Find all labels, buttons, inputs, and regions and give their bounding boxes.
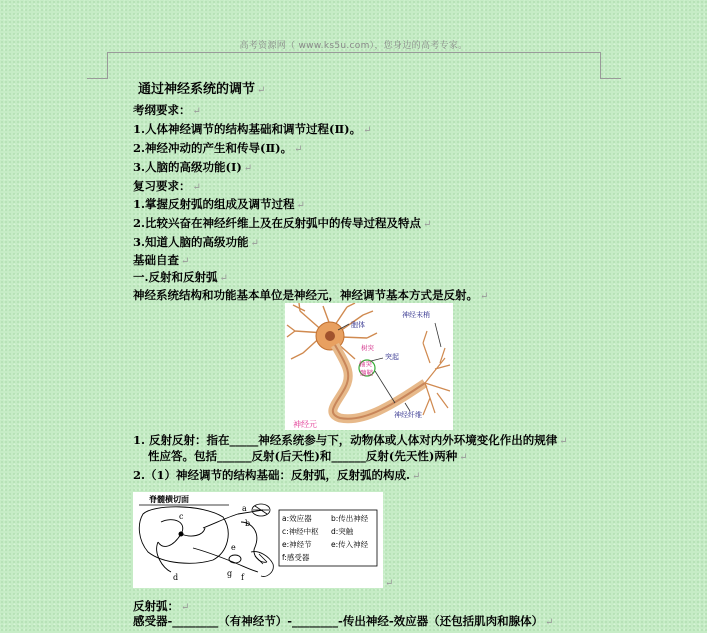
reflex-arc-chain: 感受器-________（有神经节）-________-传出神经-效应器（还包括肌肉和腺体） ↵ xyxy=(133,614,554,628)
neuron-caption: 神经元 xyxy=(293,420,317,429)
review-item-3: 3.知道人脑的高级功能 ↵ xyxy=(133,235,259,249)
label-protrusion: 突起 xyxy=(385,353,399,361)
basics-heading: 基础自查 ↵ xyxy=(133,253,190,267)
page-header: 高考资源网（ www.ks5u.com），您身边的高考专家。 xyxy=(239,41,468,51)
legend-b: b:传出神经 xyxy=(331,514,369,523)
legend-e2: e:传入神经 xyxy=(331,540,369,549)
reflex-arc-label: 反射弧： ↵ xyxy=(133,599,190,613)
syllabus-heading: 考纲要求： ↵ xyxy=(133,103,201,117)
review-item-1: 1.掌握反射弧的组成及调节过程 ↵ xyxy=(133,197,305,211)
syllabus-item-3: 3.人脑的高级功能(Ⅰ) ↵ xyxy=(133,160,253,174)
legend-e: e:神经节 xyxy=(282,540,312,549)
margin-corner-left xyxy=(87,52,108,79)
document-title: 通过神经系统的调节 ↵ xyxy=(138,82,266,97)
legend-d: d:突触 xyxy=(331,527,354,536)
label-axon: 轴突 xyxy=(359,360,372,368)
letter-a: a xyxy=(242,504,247,513)
letter-e: e xyxy=(231,543,236,552)
letter-b: b xyxy=(245,519,251,528)
nucleus xyxy=(325,331,335,341)
letter-c: c xyxy=(179,512,184,521)
paragraph-mark-figure: ↵ xyxy=(385,578,394,589)
letter-f: f xyxy=(241,573,244,582)
label-fiber: 神经纤维 xyxy=(394,411,422,419)
neuron-figure xyxy=(285,303,453,430)
reflex-arc-figure xyxy=(133,492,383,588)
label-soma: 胞体 xyxy=(351,321,365,329)
margin-corner-right xyxy=(600,52,621,79)
question-1-line-1: 1. 反射反射：指在_____神经系统参与下，动物体或人体对内外环境变化作出的规律 ↵ xyxy=(133,433,568,447)
label-dendrite: 树突 xyxy=(361,344,374,352)
syllabus-item-2: 2.神经冲动的产生和传导(Ⅱ)。 ↵ xyxy=(133,141,303,155)
spinal-section-title: 脊髓横切面 xyxy=(149,495,189,504)
review-heading: 复习要求： ↵ xyxy=(133,179,201,193)
label-nerve-end: 神经末梢 xyxy=(402,311,430,319)
question-2: 2.（1）神经调节的结构基础：反射弧，反射弧的构成. ↵ xyxy=(133,468,421,482)
letter-g: g xyxy=(227,569,233,578)
question-1-line-2: 性应答。包括______反射(后天性)和______反射(先天性)两种 ↵ xyxy=(148,449,468,463)
central-canal xyxy=(179,532,184,537)
syllabus-item-1: 1.人体神经调节的结构基础和调节过程(Ⅱ)。 ↵ xyxy=(133,122,372,136)
legend-a: a:效应器 xyxy=(282,514,312,523)
header-rule xyxy=(107,52,600,53)
label-myelin: 髓鞘 xyxy=(360,369,373,377)
legend-c: c:神经中枢 xyxy=(282,527,319,536)
review-item-2: 2.比较兴奋在神经纤维上及在反射弧中的传导过程及特点 ↵ xyxy=(133,216,432,230)
neuron-sentence: 神经系统结构和功能基本单位是神经元，神经调节基本方式是反射。 ↵ xyxy=(133,288,489,302)
section-heading: 一.反射和反射弧 ↵ xyxy=(133,270,228,284)
legend-f: f:感受器 xyxy=(282,553,310,562)
letter-d: d xyxy=(173,573,179,582)
